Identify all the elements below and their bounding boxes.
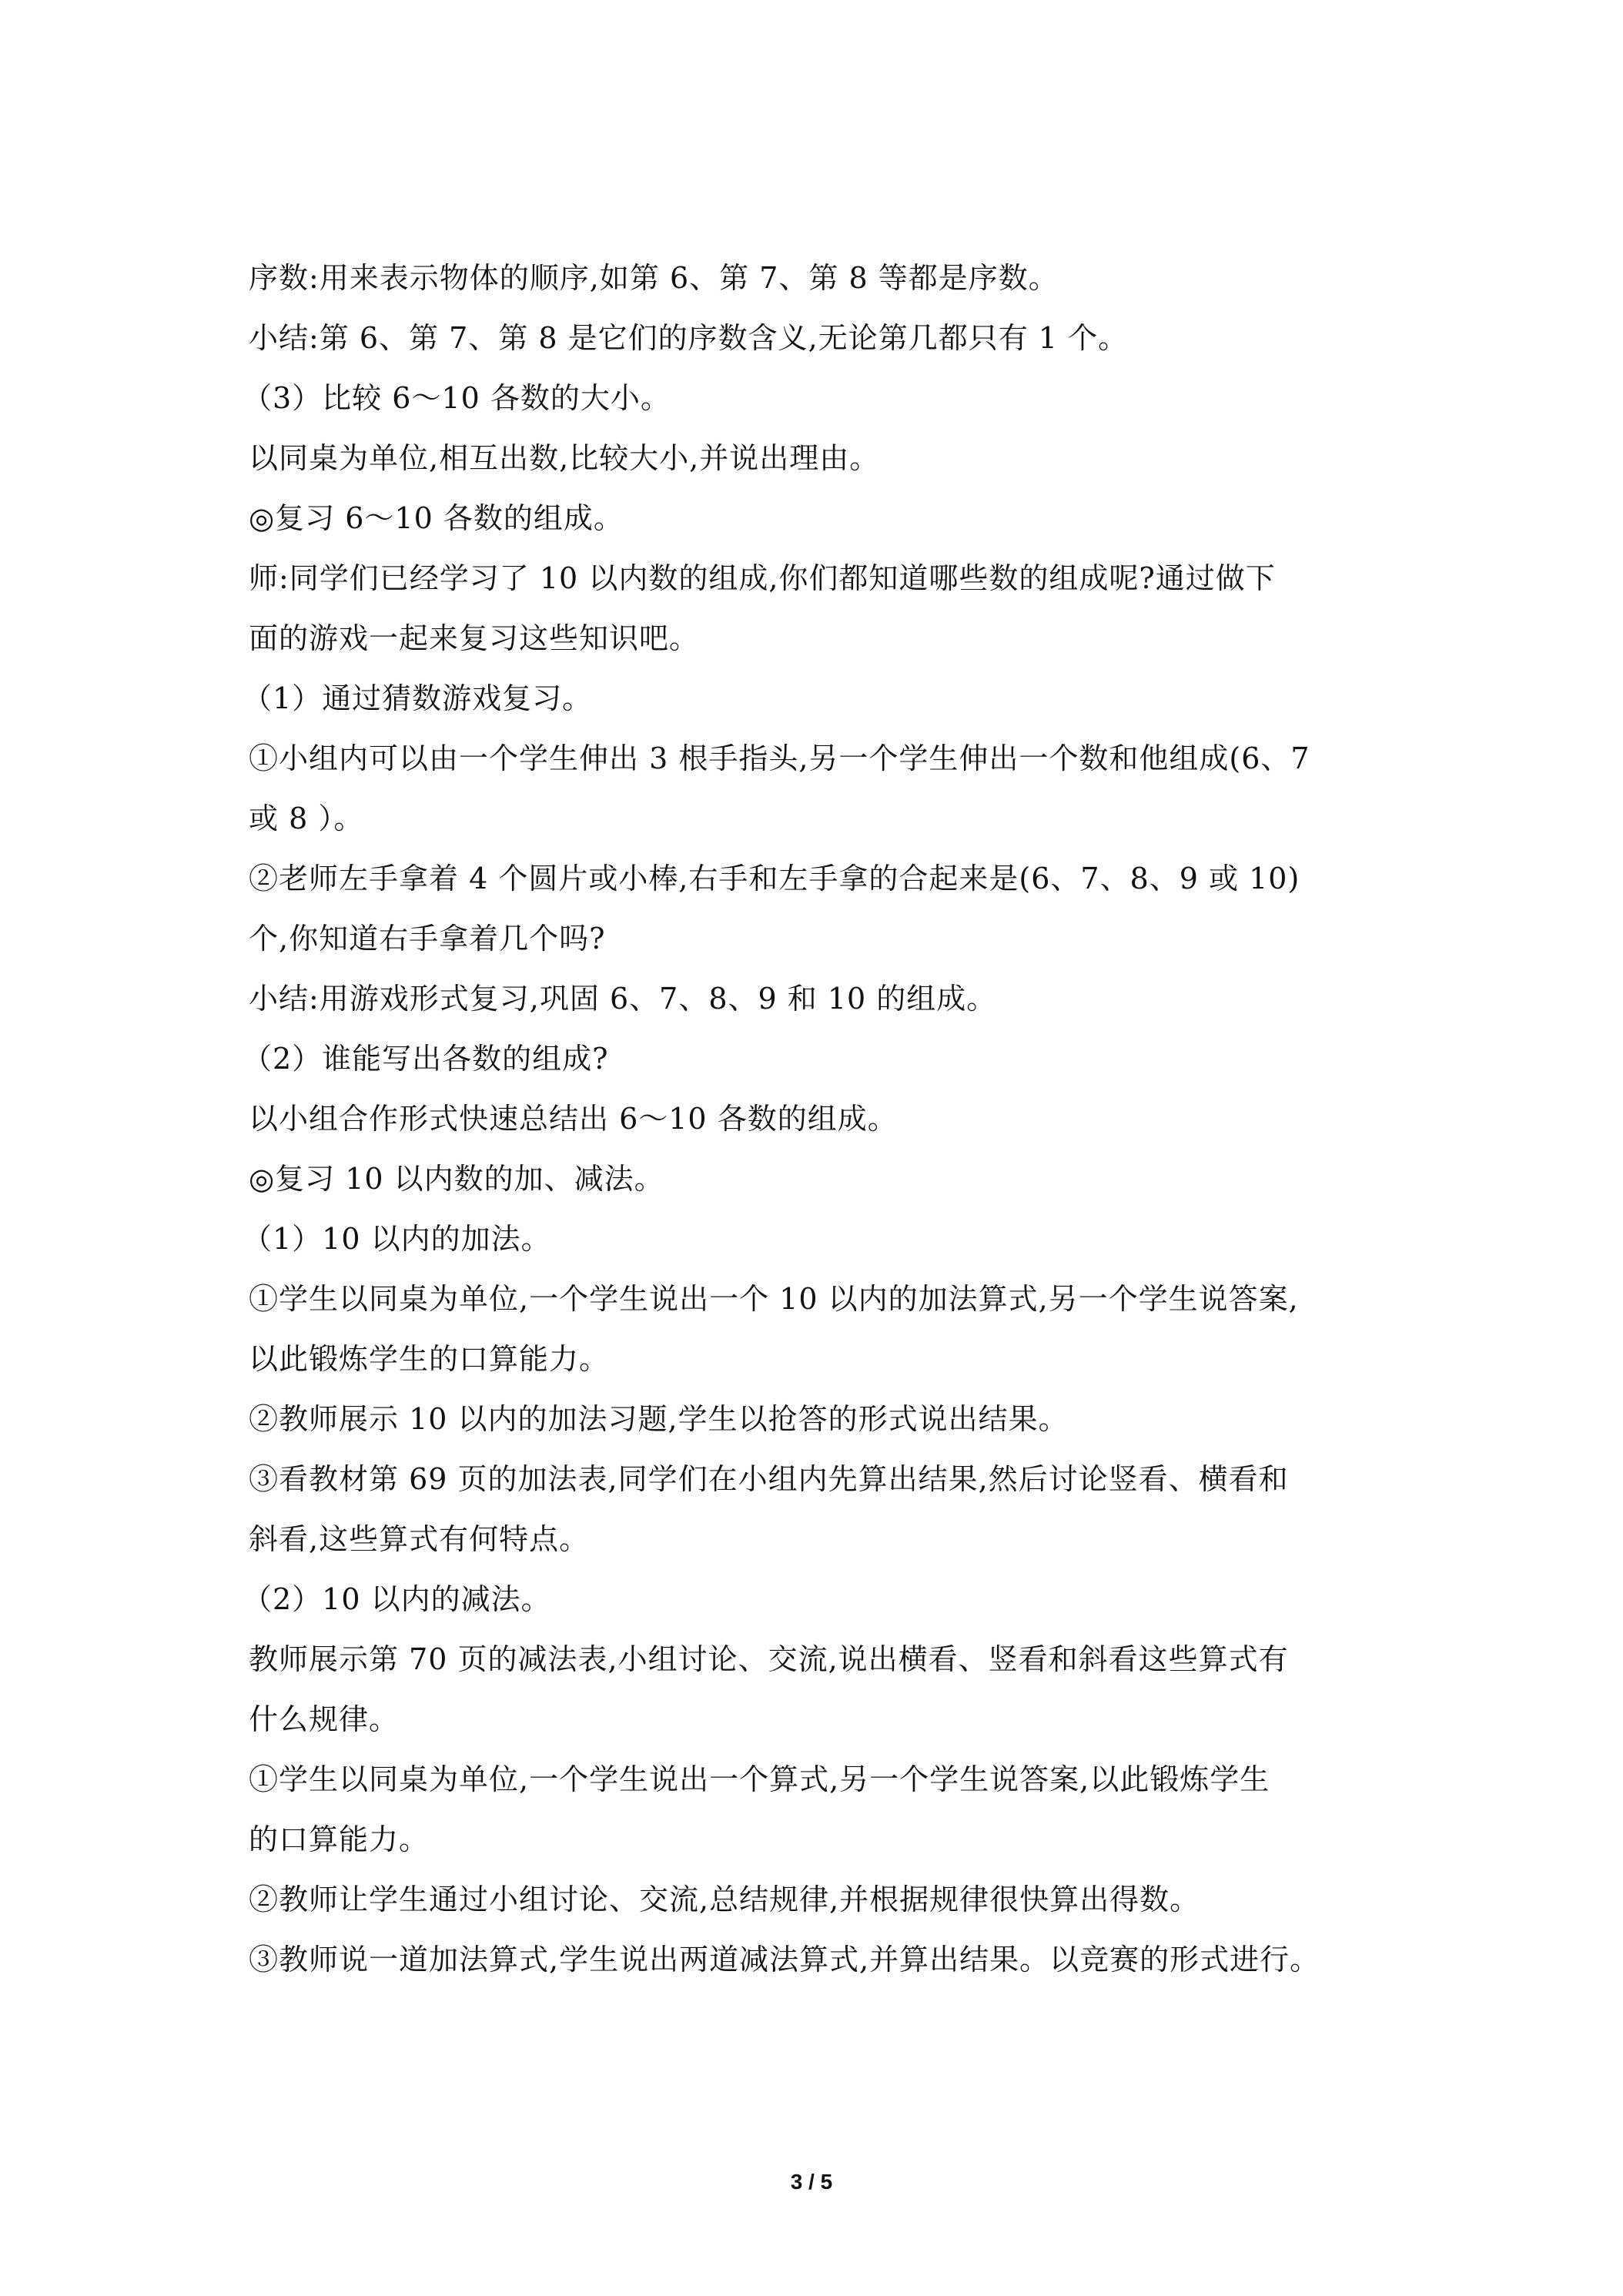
text-line: 个,你知道右手拿着几个吗?	[249, 922, 606, 956]
text-line: 面的游戏一起来复习这些知识吧。	[249, 621, 700, 655]
text-line: 以同桌为单位,相互出数,比较大小,并说出理由。	[249, 441, 880, 475]
document-body	[243, 248, 1404, 1990]
text-line: 以此锻炼学生的口算能力。	[249, 1342, 610, 1376]
text-line: 序数:用来表示物体的顺序,如第 6、第 7、第 8 等都是序数。	[249, 261, 1059, 295]
text-line: ①学生以同桌为单位,一个学生说出一个 10 以内的加法算式,另一个学生说答案,	[249, 1282, 1299, 1316]
text-line: 斜看,这些算式有何特点。	[249, 1522, 590, 1556]
text-line: ◎复习 6～10 各数的组成。	[249, 501, 624, 535]
text-line: 小结:第 6、第 7、第 8 是它们的序数含义,无论第几都只有 1 个。	[249, 321, 1129, 355]
text-line: 小结:用游戏形式复习,巩固 6、7、8、9 和 10 的组成。	[249, 982, 997, 1016]
text-line: 以小组合作形式快速总结出 6～10 各数的组成。	[249, 1102, 898, 1136]
text-line: 的口算能力。	[249, 1822, 430, 1856]
text-line: 师:同学们已经学习了 10 以内数的组成,你们都知道哪些数的组成呢?通过做下	[249, 561, 1276, 595]
text-line: 什么规律。	[249, 1702, 400, 1736]
text-line: ①小组内可以由一个学生伸出 3 根手指头,另一个学生伸出一个数和他组成(6、7	[249, 741, 1310, 775]
text-line: 或 8 ）。	[249, 802, 364, 835]
text-line: ③教师说一道加法算式,学生说出两道减法算式,并算出结果。以竞赛的形式进行。	[249, 1943, 1320, 1976]
text-line: （1）10 以内的加法。	[243, 1222, 551, 1256]
text-line: （3）比较 6～10 各数的大小。	[243, 381, 671, 415]
text-line: ◎复习 10 以内数的加、减法。	[249, 1162, 664, 1196]
text-line: ②教师展示 10 以内的加法习题,学生以抢答的形式说出结果。	[249, 1402, 1069, 1436]
text-line: ②教师让学生通过小组讨论、交流,总结规律,并根据规律很快算出得数。	[249, 1883, 1200, 1916]
page-number: 3 / 5	[790, 2170, 833, 2194]
text-line: ③看教材第 69 页的加法表,同学们在小组内先算出结果,然后讨论竖看、横看和	[249, 1462, 1289, 1496]
text-line: ②老师左手拿着 4 个圆片或小棒,右手和左手拿的合起来是(6、7、8、9 或 10)	[249, 862, 1300, 895]
text-line: （1）通过猜数游戏复习。	[243, 681, 593, 715]
text-line: （2）谁能写出各数的组成?	[243, 1042, 609, 1076]
text-line: 教师展示第 70 页的减法表,小组讨论、交流,说出横看、竖看和斜看这些算式有	[249, 1642, 1289, 1676]
text-line: ①学生以同桌为单位,一个学生说出一个算式,另一个学生说答案,以此锻炼学生	[249, 1762, 1270, 1796]
text-line: （2）10 以内的减法。	[243, 1582, 551, 1616]
